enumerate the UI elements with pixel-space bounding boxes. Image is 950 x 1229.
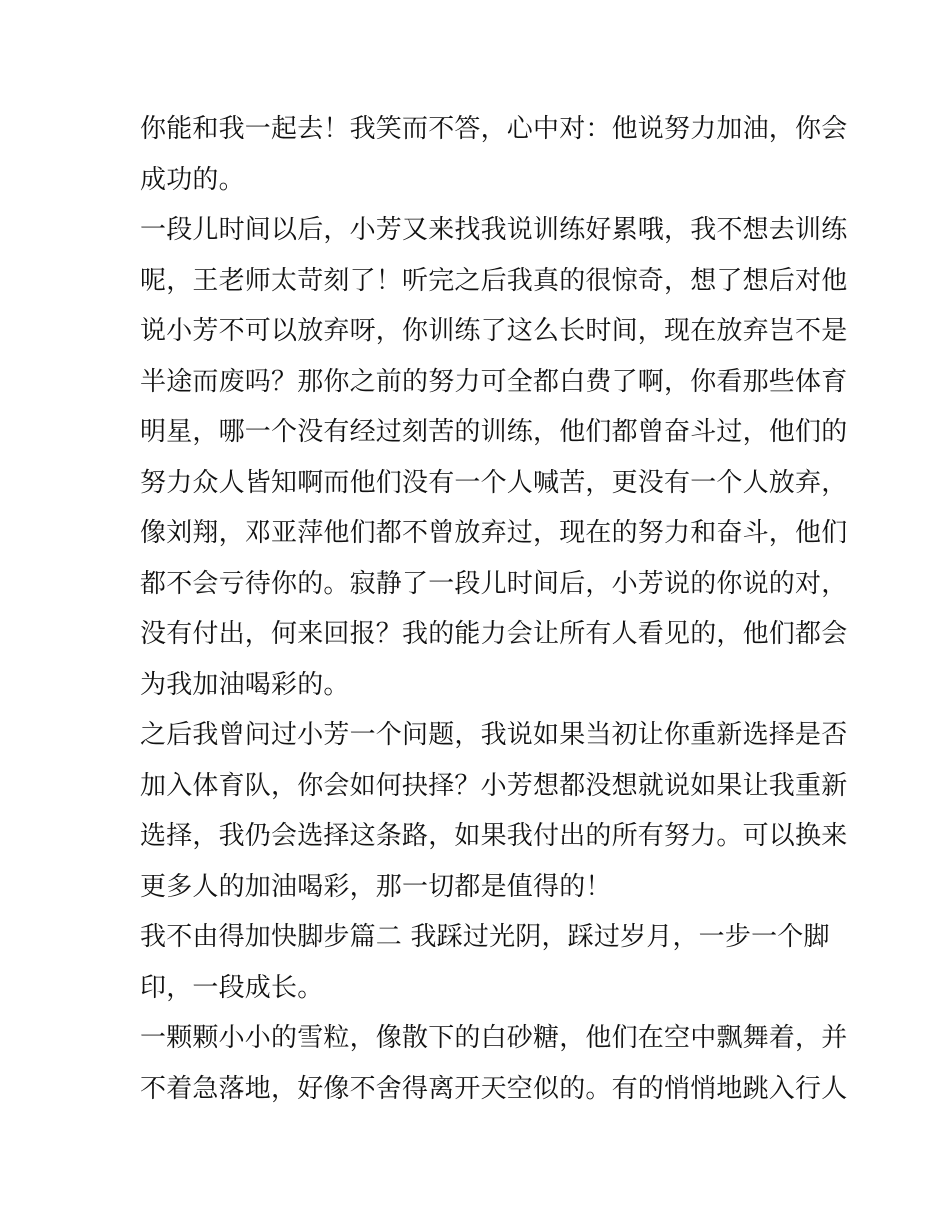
- body-text: [140, 104, 848, 1114]
- text-line: 一颗颗小小的雪粒，像散下的白砂糖，他们在空中飘舞着，并: [140, 1023, 848, 1053]
- text-line: 呢，王老师太苛刻了！听完之后我真的很惊奇，想了想后对他: [140, 265, 848, 296]
- text-line: 加入体育队，你会如何抉择？小芳想都没想就说如果让我重新: [140, 770, 848, 801]
- text-line: 更多人的加油喝彩，那一切都是值得的！: [140, 871, 612, 902]
- text-line: 努力众人皆知啊而他们没有一个人喊苦，更没有一个人放弃，: [140, 467, 848, 498]
- text-line: 印，一段成长。: [140, 972, 324, 1003]
- text-line: 没有付出，何来回报？我的能力会让所有人看见的，他们都会: [140, 619, 848, 649]
- text-line: 一段儿时间以后，小芳又来找我说训练好累哦，我不想去训练: [140, 215, 848, 245]
- text-line: 成功的。: [140, 164, 245, 195]
- text-line: 之后我曾问过小芳一个问题，我说如果当初让你重新选择是否: [140, 720, 848, 750]
- text-line: 为我加油喝彩的。: [140, 669, 350, 700]
- text-line: 你能和我一起去！我笑而不答，心中对：他说努力加油，你会: [140, 114, 848, 144]
- text-line: 都不会亏待你的。寂静了一段儿时间后，小芳说的你说的对，: [140, 568, 848, 599]
- text-line: 说小芳不可以放弃呀，你训练了这么长时间，现在放弃岂不是: [140, 316, 848, 346]
- text-line: 不着急落地，好像不舍得离开天空似的。有的悄悄地跳入行人: [140, 1073, 848, 1104]
- text-line: 我不由得加快脚步篇二 我踩过光阴，踩过岁月，一步一个脚: [140, 922, 830, 952]
- text-line: 选择，我仍会选择这条路，如果我付出的所有努力。可以换来: [140, 821, 848, 851]
- text-line: 明星，哪一个没有经过刻苦的训练，他们都曾奋斗过，他们的: [140, 417, 848, 447]
- text-line: 像刘翔，邓亚萍他们都不曾放弃过，现在的努力和奋斗，他们: [140, 518, 848, 548]
- text-line: 半途而废吗？那你之前的努力可全都白费了啊，你看那些体育: [140, 366, 848, 397]
